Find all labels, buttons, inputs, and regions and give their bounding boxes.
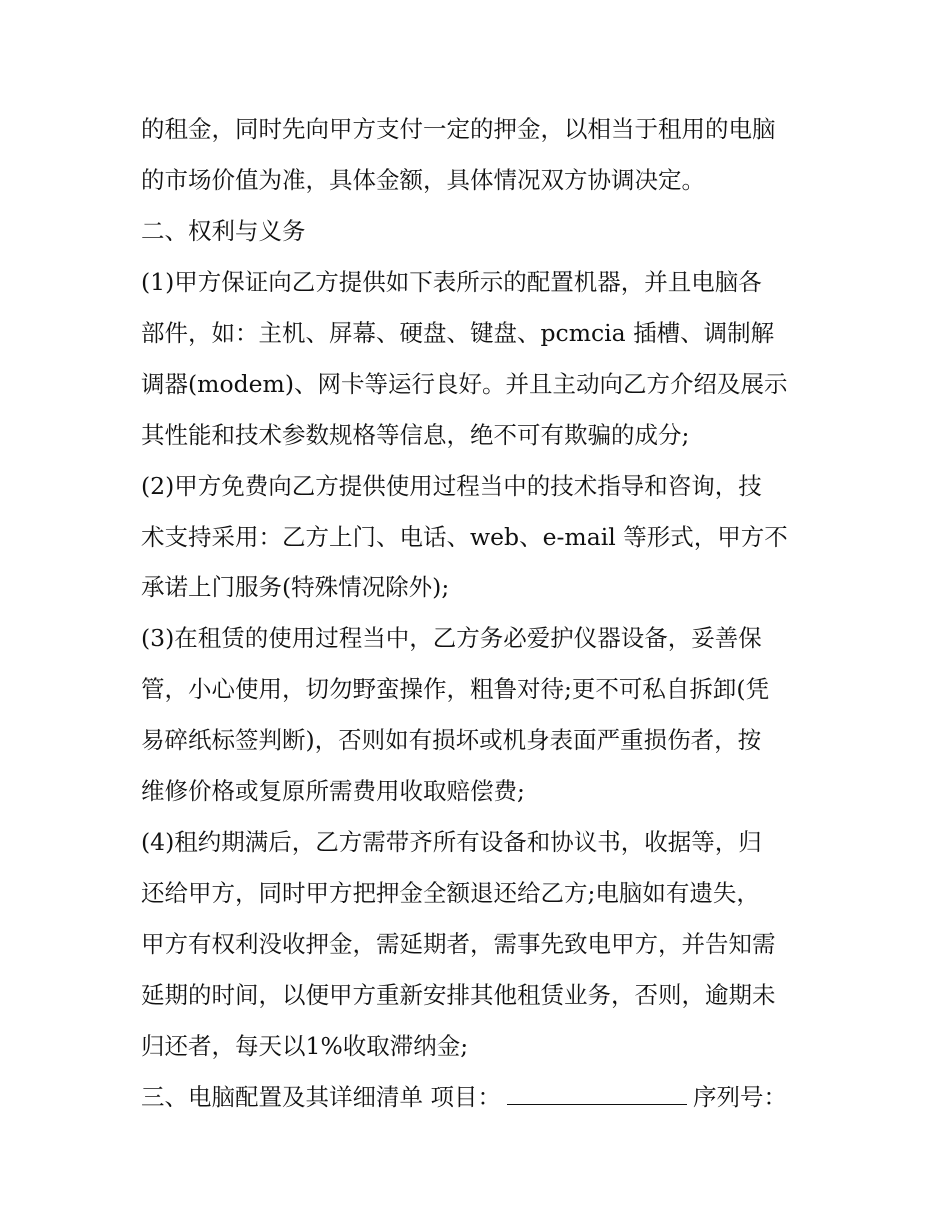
paragraph-line: (2)甲方免费向乙方提供使用过程当中的技术指导和咨询，技 <box>141 472 762 500</box>
paragraph-line: (3)在租赁的使用过程当中，乙方务必爱护仪器设备，妥善保 <box>141 624 762 652</box>
paragraph-line: (4)租约期满后，乙方需带齐所有设备和协议书，收据等，归 <box>141 828 762 856</box>
paragraph-line: 延期的时间，以便甲方重新安排其他租赁业务，否则，逾期未 <box>141 981 776 1009</box>
paragraph-line: 归还者，每天以1%收取滞纳金; <box>141 1032 469 1060</box>
paragraph-line: 的市场价值为准，具体金额，具体情况双方协调决定。 <box>141 166 705 194</box>
paragraph-line: 部件，如：主机、屏幕、硬盘、键盘、pcmcia 插槽、调制解 <box>141 319 775 347</box>
paragraph-line: 其性能和技术参数规格等信息，绝不可有欺骗的成分; <box>141 421 690 449</box>
paragraph-line: 承诺上门服务(特殊情况除外); <box>141 573 450 601</box>
paragraph-line: 管，小心使用，切勿野蛮操作，粗鲁对待;更不可私自拆卸(凭 <box>141 675 770 703</box>
paragraph-line: 术支持采用：乙方上门、电话、web、e-mail 等形式，甲方不 <box>141 523 788 551</box>
paragraph-line: 易碎纸标签判断)，否则如有损坏或机身表面严重损伤者，按 <box>141 726 762 754</box>
paragraph-line: 的租金，同时先向甲方支付一定的押金，以相当于租用的电脑 <box>141 115 776 143</box>
paragraph-line: 维修价格或复原所需费用收取赔偿费; <box>141 777 525 805</box>
project-blank-field <box>507 1080 687 1105</box>
paragraph-line: 还给甲方，同时甲方把押金全额退还给乙方;电脑如有遗失， <box>141 879 760 907</box>
paragraph-line: 调器(modem)、网卡等运行良好。并且主动向乙方介绍及展示 <box>141 370 788 398</box>
section-heading-config-list <box>141 1077 831 1117</box>
config-list-label: 三、电脑配置及其详细清单 项目： <box>141 1083 501 1111</box>
section-heading: 二、权利与义务 <box>141 217 306 245</box>
paragraph-line: 甲方有权利没收押金，需延期者，需事先致电甲方，并告知需 <box>141 930 776 958</box>
paragraph-line: (1)甲方保证向乙方提供如下表所示的配置机器，并且电脑各 <box>141 268 762 296</box>
serial-number-label: 序列号： <box>692 1083 787 1111</box>
